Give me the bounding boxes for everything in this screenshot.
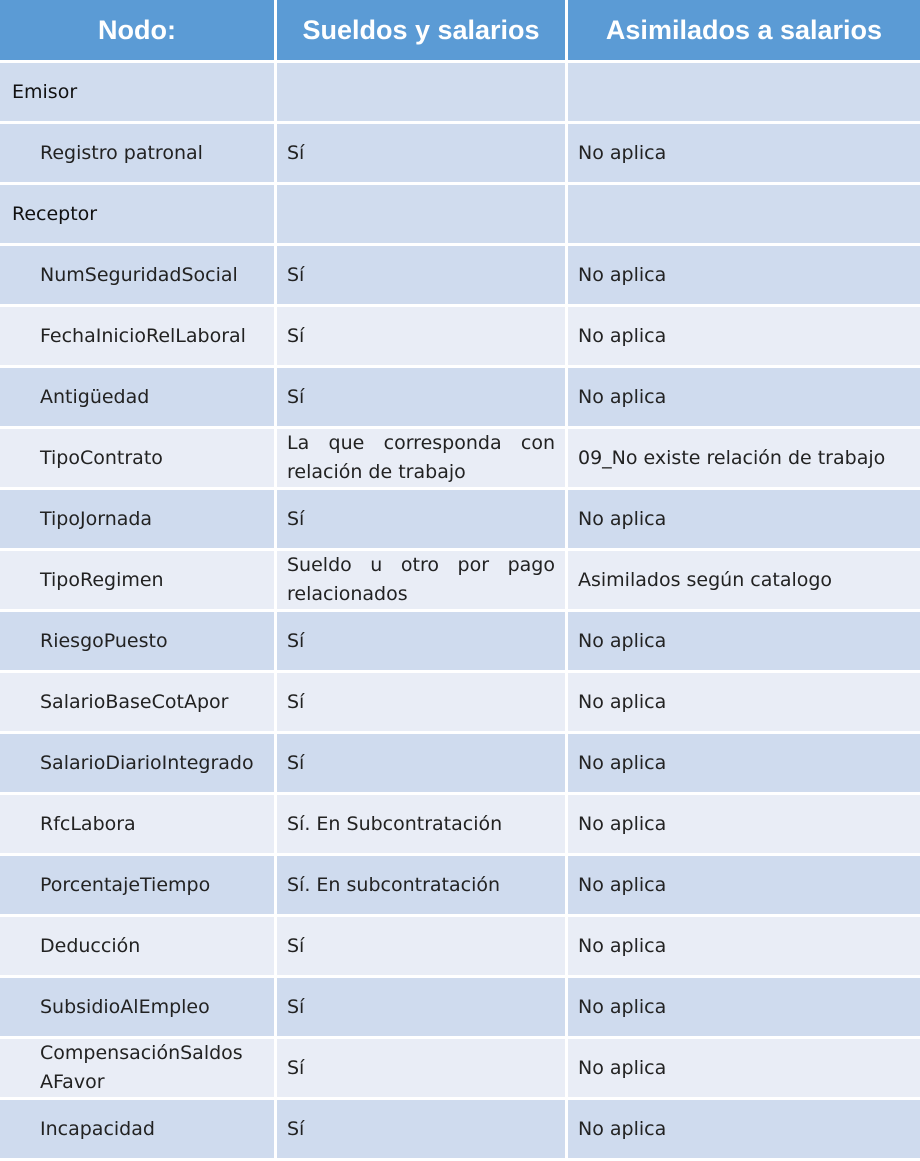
cell-sueldos: Sí. En subcontratación xyxy=(277,856,568,917)
cell-asimilados: No aplica xyxy=(568,917,920,978)
table-row xyxy=(0,917,920,978)
section-row-receptor xyxy=(0,185,920,246)
table-row xyxy=(0,551,920,612)
cell-nodo: SalarioBaseCotApor xyxy=(0,673,277,734)
table-row xyxy=(0,1100,920,1161)
cell-sueldos xyxy=(277,185,568,246)
cell-nodo: SubsidioAlEmpleo xyxy=(0,978,277,1039)
table-row xyxy=(0,612,920,673)
table-row xyxy=(0,368,920,429)
header-nodo: Nodo: xyxy=(0,0,277,63)
cell-sueldos: Sí xyxy=(277,734,568,795)
cell-asimilados: 09_No existe relación de trabajo xyxy=(568,429,920,490)
table-row xyxy=(0,1039,920,1100)
cell-asimilados: No aplica xyxy=(568,1100,920,1161)
cell-nodo: Deducción xyxy=(0,917,277,978)
cell-nodo: TipoContrato xyxy=(0,429,277,490)
table-row xyxy=(0,856,920,917)
cell-nodo: PorcentajeTiempo xyxy=(0,856,277,917)
cell-sueldos xyxy=(277,63,568,124)
header-row xyxy=(0,0,920,63)
table-row xyxy=(0,307,920,368)
table-row xyxy=(0,246,920,307)
section-label: Emisor xyxy=(0,63,277,124)
cell-sueldos: Sí xyxy=(277,307,568,368)
cell-nodo: TipoJornada xyxy=(0,490,277,551)
cell-asimilados: No aplica xyxy=(568,124,920,185)
cell-asimilados: No aplica xyxy=(568,795,920,856)
cell-sueldos: Sí. En Subcontratación xyxy=(277,795,568,856)
cell-asimilados: No aplica xyxy=(568,246,920,307)
cell-asimilados: No aplica xyxy=(568,307,920,368)
cell-asimilados: No aplica xyxy=(568,734,920,795)
cell-asimilados xyxy=(568,63,920,124)
table-row xyxy=(0,673,920,734)
cell-sueldos: Sueldo u otro por pago relacionados xyxy=(277,551,568,612)
cell-asimilados: No aplica xyxy=(568,978,920,1039)
table-row xyxy=(0,490,920,551)
cell-sueldos: Sí xyxy=(277,612,568,673)
section-row-emisor xyxy=(0,63,920,124)
table-row xyxy=(0,978,920,1039)
header-asimilados: Asimilados a salarios xyxy=(568,0,920,63)
cell-nodo: CompensaciónSaldos AFavor xyxy=(0,1039,277,1100)
table-row xyxy=(0,124,920,185)
cell-asimilados: Asimilados según catalogo xyxy=(568,551,920,612)
cell-nodo: RfcLabora xyxy=(0,795,277,856)
cell-sueldos: Sí xyxy=(277,490,568,551)
cell-nodo: Antigüedad xyxy=(0,368,277,429)
cell-asimilados: No aplica xyxy=(568,673,920,734)
cell-sueldos: Sí xyxy=(277,368,568,429)
cell-nodo: Incapacidad xyxy=(0,1100,277,1161)
cell-sueldos: Sí xyxy=(277,1100,568,1161)
cell-sueldos: Sí xyxy=(277,1039,568,1100)
cell-asimilados: No aplica xyxy=(568,1039,920,1100)
cell-asimilados: No aplica xyxy=(568,368,920,429)
cell-sueldos: La que corresponda con relación de trabajo xyxy=(277,429,568,490)
cell-asimilados: No aplica xyxy=(568,612,920,673)
cell-asimilados: No aplica xyxy=(568,490,920,551)
cell-sueldos: Sí xyxy=(277,917,568,978)
cell-nodo: TipoRegimen xyxy=(0,551,277,612)
header-sueldos: Sueldos y salarios xyxy=(277,0,568,63)
cell-nodo: FechaInicioRelLaboral xyxy=(0,307,277,368)
cell-nodo: Registro patronal xyxy=(0,124,277,185)
table-row xyxy=(0,734,920,795)
cell-nodo: NumSeguridadSocial xyxy=(0,246,277,307)
cell-sueldos: Sí xyxy=(277,124,568,185)
cell-nodo: SalarioDiarioIntegrado xyxy=(0,734,277,795)
section-label: Receptor xyxy=(0,185,277,246)
table-row xyxy=(0,429,920,490)
cell-nodo: RiesgoPuesto xyxy=(0,612,277,673)
cell-asimilados: No aplica xyxy=(568,856,920,917)
cell-sueldos: Sí xyxy=(277,246,568,307)
cell-asimilados xyxy=(568,185,920,246)
cell-sueldos: Sí xyxy=(277,978,568,1039)
cell-sueldos: Sí xyxy=(277,673,568,734)
table-row xyxy=(0,795,920,856)
